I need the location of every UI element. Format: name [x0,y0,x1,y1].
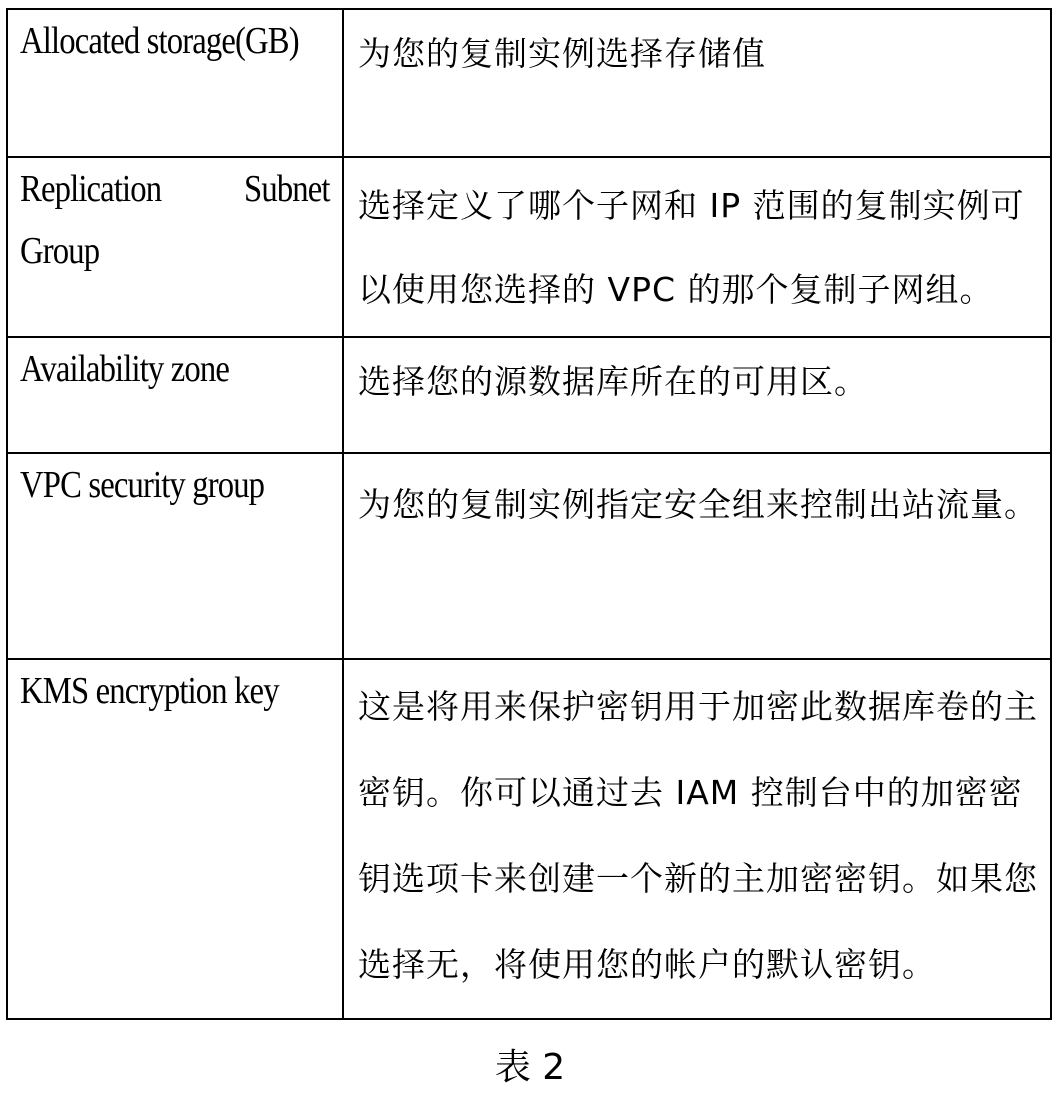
setting-description: 为您的复制实例指定安全组来控制出站流量。 [358,485,1038,524]
setting-name-cell [7,157,343,337]
setting-description-cell [343,659,1051,1019]
setting-description-cell [343,337,1051,453]
setting-name: Availability zone [20,348,229,390]
setting-description-cell [343,453,1051,659]
setting-description: 为您的复制实例选择存储值 [358,34,766,73]
setting-name-cell [7,9,343,157]
setting-description-cell [343,9,1051,157]
setting-name-cell [7,659,343,1019]
table-row [7,9,1051,157]
setting-description: 选择定义了哪个子网和 IP 范围的复制实例可以使用您选择的 VPC 的那个复制子网组。 [358,186,1025,309]
setting-description-cell [343,157,1051,337]
setting-name: VPC security group [20,464,265,506]
table-row [7,453,1051,659]
settings-table-container [6,8,1050,1020]
table-row [7,337,1051,453]
setting-name: Replication Subnet Group [20,168,330,272]
setting-name: KMS encryption key [20,670,279,712]
setting-name: Allocated storage(GB) [20,20,299,62]
settings-table [6,8,1052,1020]
table-row [7,659,1051,1019]
setting-name-cell [7,337,343,453]
setting-description: 这是将用来保护密钥用于加密此数据库卷的主密钥。你可以通过去 IAM 控制台中的加密密钥选项卡来创建一个新的主加密密钥。如果您选择无，将使用您的帐户的默认密钥。 [358,687,1038,984]
setting-name-cell [7,453,343,659]
table-caption: 表 2 [494,1047,566,1088]
setting-description: 选择您的源数据库所在的可用区。 [358,362,868,401]
table-row [7,157,1051,337]
